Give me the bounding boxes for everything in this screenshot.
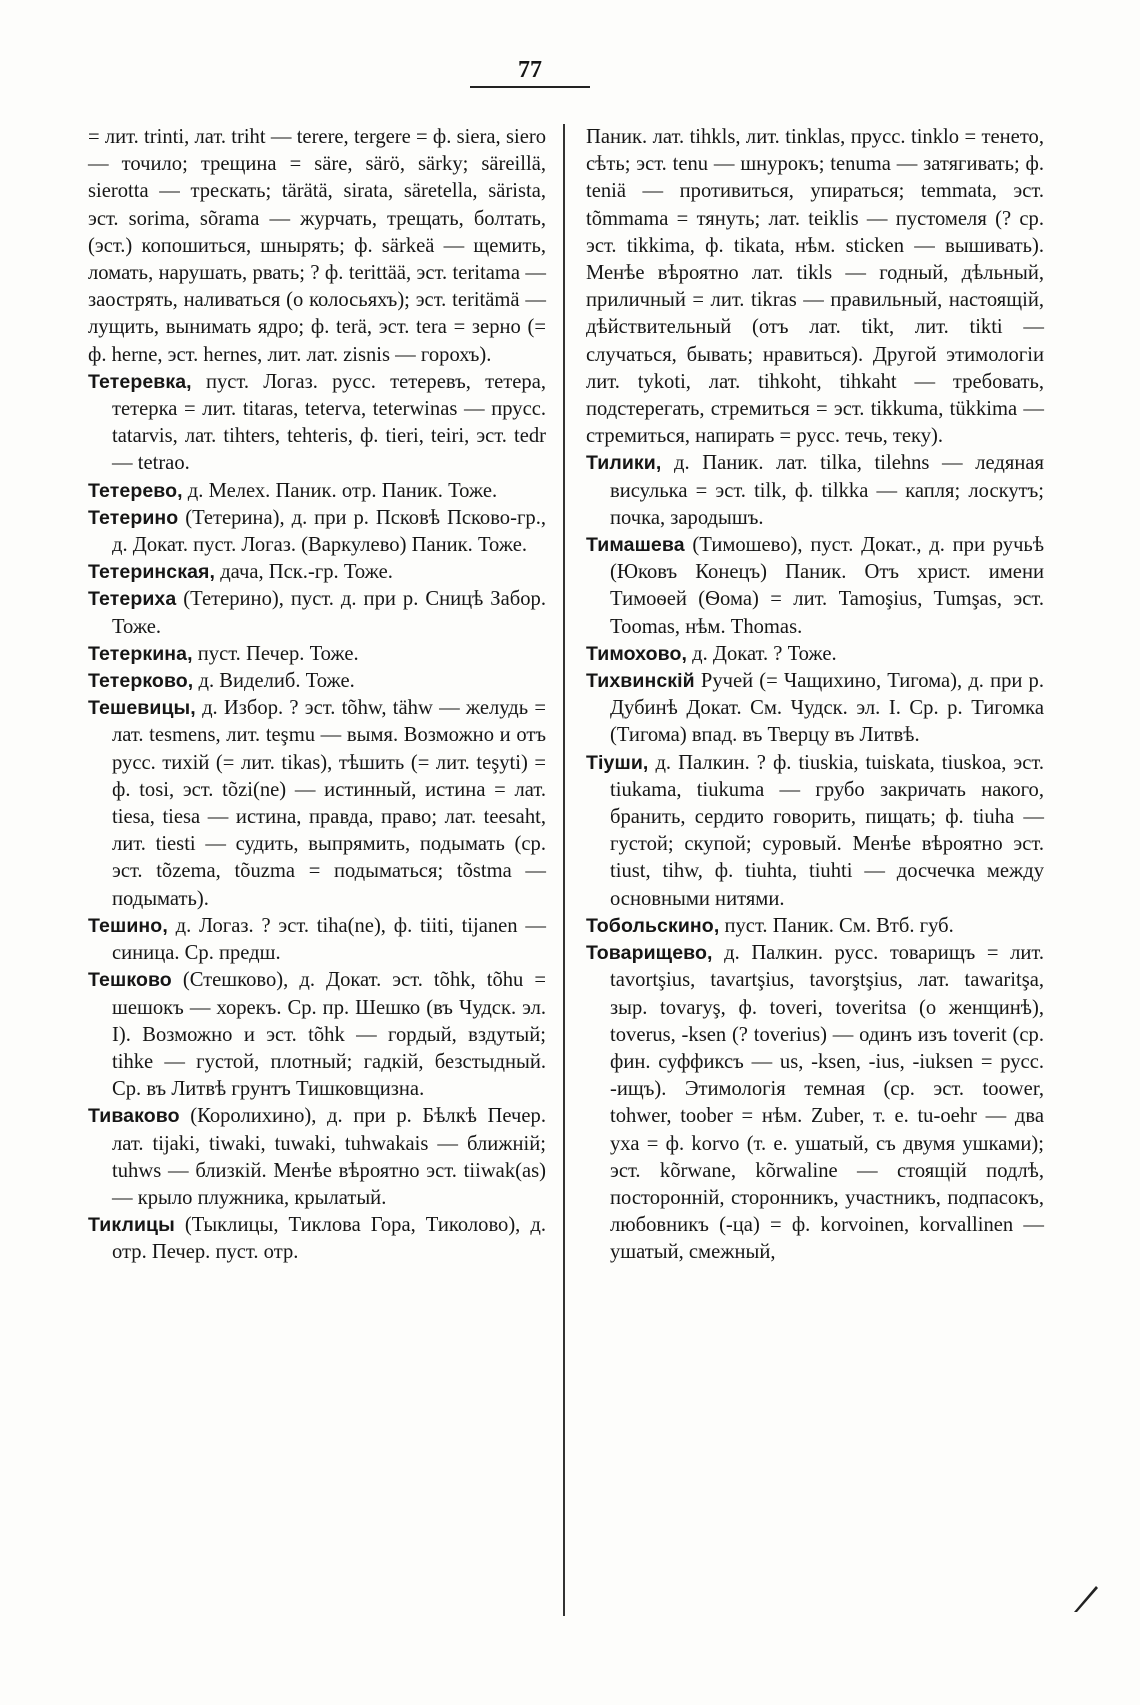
dictionary-entry <box>88 668 546 695</box>
entry-definition: пуст. Логаз. русс. тетеревъ, тетера, тетерка = лит. titaras, teterva, teterwinas — прусс. tatarvis, лат. tihters, tehteris, ф. tieri, teiri, эст. tedr — tetrao. <box>112 370 546 475</box>
pen-mark-icon <box>1072 1582 1100 1614</box>
entry-definition: (Тыклицы, Тиклова Гора, Тиколово), д. отр. Печер. пуст. отр. <box>112 1214 546 1264</box>
right-continuation-text: Паник. лат. tihkls, лит. tinklas, прусс. tinklo = тенето, сѣть; эст. tenu — шнурокъ; tenuma — затягивать; ф. teniä — противиться, упираться; temmata, эст. tõmmama = тянуть; лат. teiklis — пустомеля (? ср. эст. tikkima, ф. tikata, нѣм. sticken — вышивать). Менѣе вѣроятно лат. tikls — годный, дѣльный, приличный = лит. tikras — правильный, настоящій, дѣйствительный (отъ лат. tikt, лит. tikti — случаться, бывать; нравиться). Другой этимологіи лит. tykoti, лат. tihkoht, tihkaht — требовать, подстерегать, стремиться = эст. tikkuma, tükkima — стремиться, напирать = русс. течь, теку). <box>586 126 1044 448</box>
entry-definition: (Тимошево), пуст. Докат., д. при ручьѣ (Юковъ Конецъ) Паник. Отъ христ. имени Тимоѳей (Ѳома) = лит. Tamoşius, Tumşas, эст. Toomas, нѣм. Thomas. <box>610 534 1044 638</box>
entry-headword: Тетеринская, <box>88 561 216 584</box>
column-divider <box>563 124 565 1616</box>
entry-headword: Тешино, <box>88 914 168 937</box>
right-column <box>586 124 1044 1267</box>
entry-definition: д. Докат. ? Тоже. <box>686 642 837 665</box>
entry-definition: д. Мелех. Паник. отр. Паник. Тоже. <box>182 479 498 502</box>
entry-definition: д. Паник. лат. tilka, tilehns — ледяная висулька = эст. tilk, ф. tilkka — капля; лоскутъ; почка, зародышъ. <box>610 452 1044 529</box>
right-entries <box>586 450 1044 1266</box>
dictionary-entry <box>88 641 546 668</box>
left-continuation-text: = лит. trinti, лат. triht — terere, tergere = ф. siera, siero — точило; трещина = säre, särö, särky; säreillä, sierotta — трескать; tärätä, sirata, säretella, särista, эст. sorima, sõrama — журчать, трещать, болтать,(эст.) копошиться, шнырять; ф. särkeä — щемить, ломать, нарушать, рвать; ? ф. terittää, эст. teritama — заострять, наливаться (о колосьяхъ); эст. teritämä — лущить, вынимать ядро; ф. terä, эст. tera = зерно (= ф. herne, эст. hernes, лит. лат. zisnis — горохъ). <box>88 126 546 366</box>
entry-headword: Тешевицы, <box>88 697 196 720</box>
entry-headword: Тетерино <box>88 506 179 529</box>
dictionary-entry <box>88 1212 546 1266</box>
entry-definition: пуст. Паник. См. Втб. губ. <box>719 914 954 937</box>
dictionary-entry <box>586 940 1044 1266</box>
entry-definition: д. Логаз. ? эст. tiha(ne), ф. tiiti, tijanen — синица. Ср. предш. <box>112 914 546 965</box>
dictionary-entry <box>88 369 546 478</box>
entry-definition: д. Палкин. ? ф. tiuskia, tuiskata, tiuskoa, эст. tiukama, tiukuma — грубо закричать накого, бранить, сердито говорить, пищать; ф. tiuha — густой; скупой; суровый. Менѣе вѣроятно эст. tiust, tihw, ф. tiuhta, tiuhti — досчечка между основными нитями. <box>610 751 1044 910</box>
dictionary-entry <box>88 505 546 559</box>
entry-headword: Тетеркина, <box>88 642 193 665</box>
dictionary-entry <box>586 450 1044 532</box>
entry-definition: пуст. Печер. Тоже. <box>192 642 359 665</box>
entry-headword: Тетерево, <box>88 479 183 502</box>
dictionary-entry <box>586 532 1044 641</box>
entry-headword: Товарищево, <box>586 942 713 965</box>
entry-headword: Тиваково <box>88 1105 180 1128</box>
entry-headword: Тешково <box>88 969 172 992</box>
entry-definition: (Тетерино), пуст. д. при р. Сницѣ Забор. Тоже. <box>112 588 546 638</box>
left-column <box>88 124 546 1267</box>
dictionary-entry <box>88 559 546 586</box>
entry-headword: Тиклицы <box>88 1214 175 1237</box>
entry-headword: Тихвинскій <box>586 670 695 693</box>
dictionary-entry <box>586 668 1044 750</box>
entry-definition: (Стешково), д. Докат. эст. tõhk, tõhu = шешокъ — хорекъ. Ср. пр. Шешко (въ Чудск. эл. I). Возможно и эст. tõhk — гордый, вздутый; tihke — густой, плотный; гадкій, безстыдный. Ср. въ Литвѣ грунтъ Тишковщизна. <box>112 969 546 1101</box>
entry-headword: Тетерково, <box>88 670 194 693</box>
entry-headword: Тимохово, <box>586 642 687 665</box>
entry-headword: Тетеревка, <box>88 370 192 393</box>
entry-definition: (Тетерина), д. при р. Псковѣ Псково-гр., д. Докат. пуст. Логаз. (Варкулево) Паник. Тоже. <box>112 506 546 557</box>
entry-definition: д. Виделиб. Тоже. <box>193 670 355 693</box>
entry-definition: д. Избор. ? эст. tõhw, tähw — желудь = лат. tesmens, лит. teşmu — вымя. Возможно и отъ русс. тихій (= лит. tikas), тѣшить (= лит. teşyti) = ф. tosi, эст. tõzi(ne) — истинный, истина = лат. tiesa, tiesa — истина, правда, право; лат. teesaht, лит. tiesti — судить, выпрямить, подымать (ср. эст. tõzema, tõuzma = подыматься; tõstma — подымать). <box>112 697 546 910</box>
entry-definition: (Королихино), д. при р. Бѣлкѣ Печер. лат. tijaki, tiwaki, tuwaki, tuhwakais — ближній; tuhws — близкій. Менѣе вѣроятно эст. tiiwak(as) — крыло плужника, крылатый. <box>112 1105 546 1209</box>
entry-headword: Тіуши, <box>586 751 649 774</box>
dictionary-entry <box>586 641 1044 668</box>
dictionary-entry <box>88 1103 546 1212</box>
entry-headword: Тилики, <box>586 452 662 475</box>
entry-definition: Ручей (= Чащихино, Тигома), д. при р. Дубинѣ Докат. См. Чудск. эл. I. Ср. р. Тигомка (Тигома) впад. въ Тверцу въ Литвѣ. <box>610 670 1044 747</box>
entry-definition: д. Палкин. русс. товарищъ = лит. tavortşius, tavartşius, tavorştşius, лат. tawaritşa, зыр. tovaryş, ф. toveri, toveritsa (о женщинѣ), toverus, -ksen (? toverius) — одинъ изъ toverit (ср. фин. суффиксъ — us, -ksen, -ius, -iuksen = русс. -ищъ). Этимологія темная (ср. эст. toower, tohwer, toober = нѣм. Zuber, т. е. tu-oehr — два уха = ф. korvo (т. е. ушатый, съ двумя ушками); эст. kõrwane, kõrwaline — стоящій подлѣ, посторонній, сторонникъ, участникъ, подпасокъ, любовникъ (-ца) = ф. korvoinen, korvallinen — ушатый, смежный, <box>610 942 1044 1264</box>
left-entries <box>88 369 546 1267</box>
entry-headword: Тимашева <box>586 534 685 557</box>
dictionary-entry <box>88 695 546 913</box>
dictionary-entry <box>88 967 546 1103</box>
entry-definition: дача, Пск.-гр. Тоже. <box>215 561 393 584</box>
dictionary-entry <box>586 913 1044 940</box>
page-number: 77 <box>470 58 590 88</box>
entry-headword: Тетериха <box>88 588 177 611</box>
entry-headword: Тобольскино, <box>586 914 720 937</box>
dictionary-entry <box>88 586 546 640</box>
dictionary-entry <box>88 913 546 967</box>
dictionary-entry <box>586 750 1044 913</box>
dictionary-entry <box>88 478 546 505</box>
